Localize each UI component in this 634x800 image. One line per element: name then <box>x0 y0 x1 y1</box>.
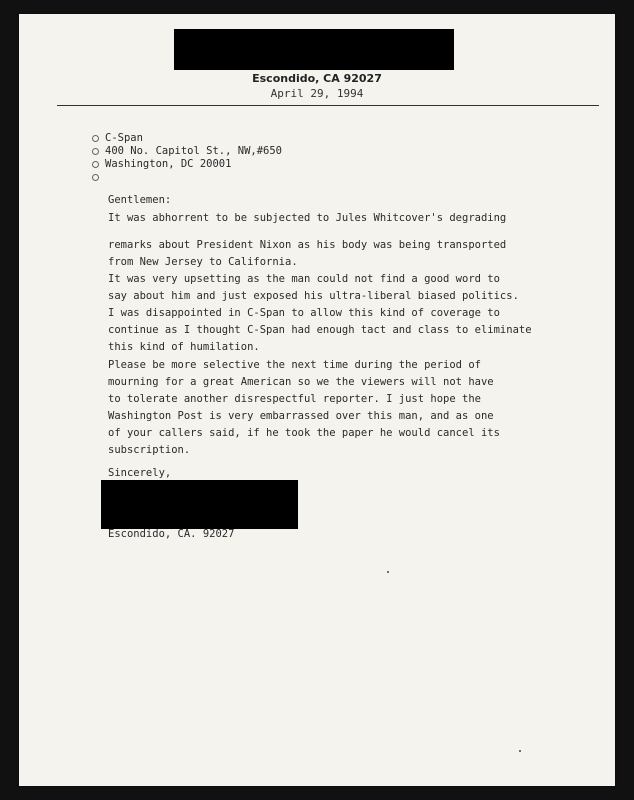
letter-date: April 29, 1994 <box>270 87 364 100</box>
body-line: mourning for a great American so we the viewers will not have <box>108 376 494 388</box>
body-line: I was disappointed in C-Span to allow this kind of coverage to <box>108 307 500 319</box>
body-line: continue as I thought C-Span had enough tact and class to eliminate <box>108 324 532 336</box>
body-line: from New Jersey to California. <box>108 256 298 268</box>
redacted-letterhead-name <box>174 29 454 70</box>
body-line: It was abhorrent to be subjected to Jules Whitcover's degrading <box>108 212 507 224</box>
body-line: of your callers said, if he took the paper he would cancel its <box>108 427 500 439</box>
redacted-signature <box>101 480 298 529</box>
letterhead-divider <box>57 105 599 106</box>
recipient-line: Washington, DC 20001 <box>92 158 231 171</box>
body-line: Please be more selective the next time during the period of <box>108 359 481 371</box>
body-line: to tolerate another disrespectful reporter. I just hope the <box>108 393 481 405</box>
body-line: this kind of humilation. <box>108 341 260 353</box>
body-line: subscription. <box>108 444 191 456</box>
body-line: remarks about President Nixon as his body was being transported <box>108 239 507 251</box>
recipient-line: C-Span <box>92 132 143 145</box>
paper-speck <box>519 750 521 752</box>
bullet-icon <box>92 135 99 142</box>
body-line: It was very upsetting as the man could not find a good word to <box>108 273 500 285</box>
letterhead-city: Escondido, CA 92027 <box>252 72 382 85</box>
paper-speck <box>387 571 389 573</box>
recipient-line: 400 No. Capitol St., NW,#650 <box>92 145 282 158</box>
bullet-icon <box>92 148 99 155</box>
signature-address: Escondido, CA. 92027 <box>108 528 235 540</box>
bullet-icon <box>92 174 99 181</box>
salutation: Gentlemen: <box>108 194 172 206</box>
closing: Sincerely, <box>108 467 172 479</box>
letter-page <box>19 14 615 786</box>
bullet-icon <box>92 161 99 168</box>
recipient-line <box>92 171 105 184</box>
body-line: Washington Post is very embarrassed over this man, and as one <box>108 410 494 422</box>
body-line: say about him and just exposed his ultra-liberal biased politics. <box>108 290 519 302</box>
